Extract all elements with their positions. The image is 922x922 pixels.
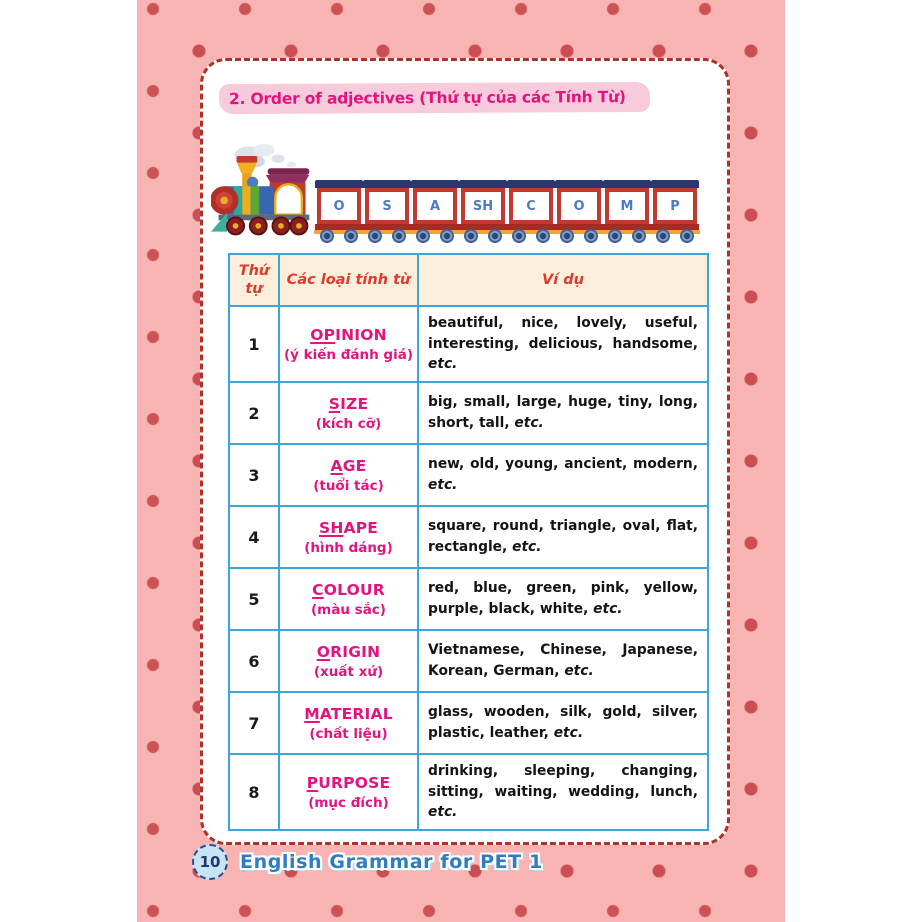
section-title: 2. Order of adjectives (Thứ tự của các Tính Từ) — [219, 82, 650, 114]
train-car-roof — [651, 180, 699, 188]
examples-text: square, round, triangle, oval, flat, rectangle, etc. — [428, 518, 698, 556]
category-cell — [278, 629, 417, 691]
train-car-letter: M — [609, 192, 645, 220]
train-car-roof — [507, 180, 555, 188]
train-wheel-icon — [536, 229, 550, 243]
train-wheel-icon — [368, 229, 382, 243]
table-body — [230, 305, 707, 829]
category-underlined-letters: C — [312, 580, 324, 599]
order-number: 7 — [230, 691, 278, 753]
category-rest: APE — [343, 518, 379, 537]
train-car-roof — [315, 180, 363, 188]
category-vietnamese: (kích cỡ) — [315, 415, 382, 432]
examples-cell — [417, 505, 707, 567]
table-row — [230, 505, 707, 567]
train-illustration — [211, 141, 723, 243]
examples-text: new, old, young, ancient, modern, etc. — [428, 456, 698, 494]
train-wheel-icon — [584, 229, 598, 243]
order-number: 2 — [230, 381, 278, 443]
train-wheel-icon — [464, 229, 478, 243]
category-rest: URPOSE — [318, 773, 391, 792]
train-car-roof — [411, 180, 459, 188]
category-vietnamese: (tuổi tác) — [313, 477, 384, 494]
content-card — [200, 58, 730, 845]
category-vietnamese: (chất liệu) — [309, 725, 388, 742]
examples-cell — [417, 567, 707, 629]
order-number: 1 — [230, 305, 278, 381]
category-cell — [278, 691, 417, 753]
train-car-letter: SH — [465, 192, 501, 220]
examples-text: Vietnamese, Chinese, Japanese, Korean, German, etc. — [428, 642, 698, 680]
category-rest: OLOUR — [323, 580, 385, 599]
book-page-background — [137, 0, 785, 922]
category-vietnamese: (ý kiến đánh giá) — [283, 346, 413, 363]
page-footer — [192, 844, 543, 880]
examples-cell — [417, 305, 707, 381]
category-underlined-letters: SH — [318, 518, 344, 537]
etc-label: etc. — [428, 804, 458, 821]
category-name — [312, 581, 385, 599]
section-title-wrap — [219, 83, 650, 113]
train-wheel-icon — [680, 229, 694, 243]
train-car-roof — [555, 180, 603, 188]
train-wheel-icon — [416, 229, 430, 243]
examples-text: beautiful, nice, lovely, useful, interesting, delicious, handsome, etc. — [428, 315, 698, 373]
train-car-body — [653, 188, 697, 224]
train-car-roof — [459, 180, 507, 188]
train-wheel-icon — [632, 229, 646, 243]
order-number: 4 — [230, 505, 278, 567]
etc-label: etc. — [593, 601, 623, 618]
category-rest: RIGIN — [330, 642, 381, 661]
category-name — [307, 774, 391, 792]
book-title: English Grammar for PET 1 — [240, 851, 543, 873]
table-row — [230, 443, 707, 505]
adjective-order-table — [228, 253, 709, 831]
train-car — [317, 180, 361, 243]
category-name — [317, 643, 381, 661]
category-cell — [278, 305, 417, 381]
table-header-row — [230, 255, 707, 305]
train-cars — [317, 180, 723, 243]
train-car-body — [557, 188, 601, 224]
train-wheel-icon — [344, 229, 358, 243]
category-cell — [278, 381, 417, 443]
examples-text: glass, wooden, silk, gold, silver, plastic, leather, etc. — [428, 704, 698, 742]
table-row — [230, 691, 707, 753]
category-underlined-letters: O — [316, 642, 331, 661]
train-car-letter: S — [369, 192, 405, 220]
train-wheel-icon — [392, 229, 406, 243]
order-number: 8 — [230, 753, 278, 829]
train-car — [413, 180, 457, 243]
category-vietnamese: (màu sắc) — [311, 601, 386, 618]
table-row — [230, 567, 707, 629]
category-name — [331, 457, 367, 475]
category-vietnamese: (hình dáng) — [304, 539, 393, 556]
train-wheel-icon — [608, 229, 622, 243]
category-cell — [278, 753, 417, 829]
category-name — [310, 326, 387, 344]
train-car — [461, 180, 505, 243]
train-wheel-icon — [440, 229, 454, 243]
train-car-body — [509, 188, 553, 224]
category-rest: INION — [335, 325, 387, 344]
category-cell — [278, 567, 417, 629]
examples-text: red, blue, green, pink, yellow, purple, black, white, etc. — [428, 580, 698, 618]
etc-label: etc. — [514, 415, 544, 432]
train-car — [653, 180, 697, 243]
order-number: 5 — [230, 567, 278, 629]
examples-cell — [417, 443, 707, 505]
etc-label: etc. — [512, 539, 542, 556]
category-name — [304, 705, 393, 723]
category-name — [319, 519, 378, 537]
examples-cell — [417, 691, 707, 753]
train-wheel-icon — [656, 229, 670, 243]
etc-label: etc. — [428, 356, 458, 373]
train-car-letter: A — [417, 192, 453, 220]
train-car — [365, 180, 409, 243]
etc-label: etc. — [428, 477, 458, 494]
table-row — [230, 381, 707, 443]
train-car-letter: O — [321, 192, 357, 220]
category-underlined-letters: OP — [310, 325, 336, 344]
etc-label: etc. — [564, 663, 594, 680]
train-car-letter: C — [513, 192, 549, 220]
train-wheel-icon — [320, 229, 334, 243]
category-cell — [278, 505, 417, 567]
table-row — [230, 753, 707, 829]
page-number-badge: 10 — [192, 844, 228, 880]
train-car-body — [317, 188, 361, 224]
train-car-roof — [363, 180, 411, 188]
train-car — [557, 180, 601, 243]
category-rest: GE — [342, 456, 367, 475]
train-wheel-icon — [488, 229, 502, 243]
category-name — [329, 395, 369, 413]
category-vietnamese: (xuất xứ) — [313, 663, 384, 680]
train-car-letter: O — [561, 192, 597, 220]
examples-cell — [417, 629, 707, 691]
table-row — [230, 305, 707, 381]
category-cell — [278, 443, 417, 505]
category-vietnamese: (mục đích) — [308, 794, 389, 811]
header-category: Các loại tính từ — [278, 255, 417, 305]
header-examples: Ví dụ — [417, 255, 707, 305]
etc-label: etc. — [553, 725, 584, 742]
train-car-body — [605, 188, 649, 224]
train-car-body — [365, 188, 409, 224]
train-wheel-icon — [512, 229, 526, 243]
category-rest: ATERIAL — [319, 704, 393, 723]
train-car-body — [413, 188, 457, 224]
order-number: 6 — [230, 629, 278, 691]
category-rest: IZE — [340, 394, 369, 413]
category-underlined-letters: P — [306, 773, 319, 792]
examples-text: big, small, large, huge, tiny, long, short, tall, etc. — [428, 394, 698, 432]
locomotive-icon — [211, 141, 315, 243]
train-car-roof — [603, 180, 651, 188]
train-car — [509, 180, 553, 243]
table-row — [230, 629, 707, 691]
category-underlined-letters: A — [330, 456, 343, 475]
examples-cell — [417, 753, 707, 829]
examples-cell — [417, 381, 707, 443]
train-car-body — [461, 188, 505, 224]
header-order: Thứ tự — [230, 255, 278, 305]
category-underlined-letters: M — [304, 704, 320, 723]
train-car-letter: P — [657, 192, 693, 220]
train-wheel-icon — [560, 229, 574, 243]
examples-text: drinking, sleeping, changing, sitting, waiting, wedding, lunch, etc. — [428, 763, 698, 821]
order-number: 3 — [230, 443, 278, 505]
train-car — [605, 180, 649, 243]
category-underlined-letters: S — [328, 394, 341, 413]
